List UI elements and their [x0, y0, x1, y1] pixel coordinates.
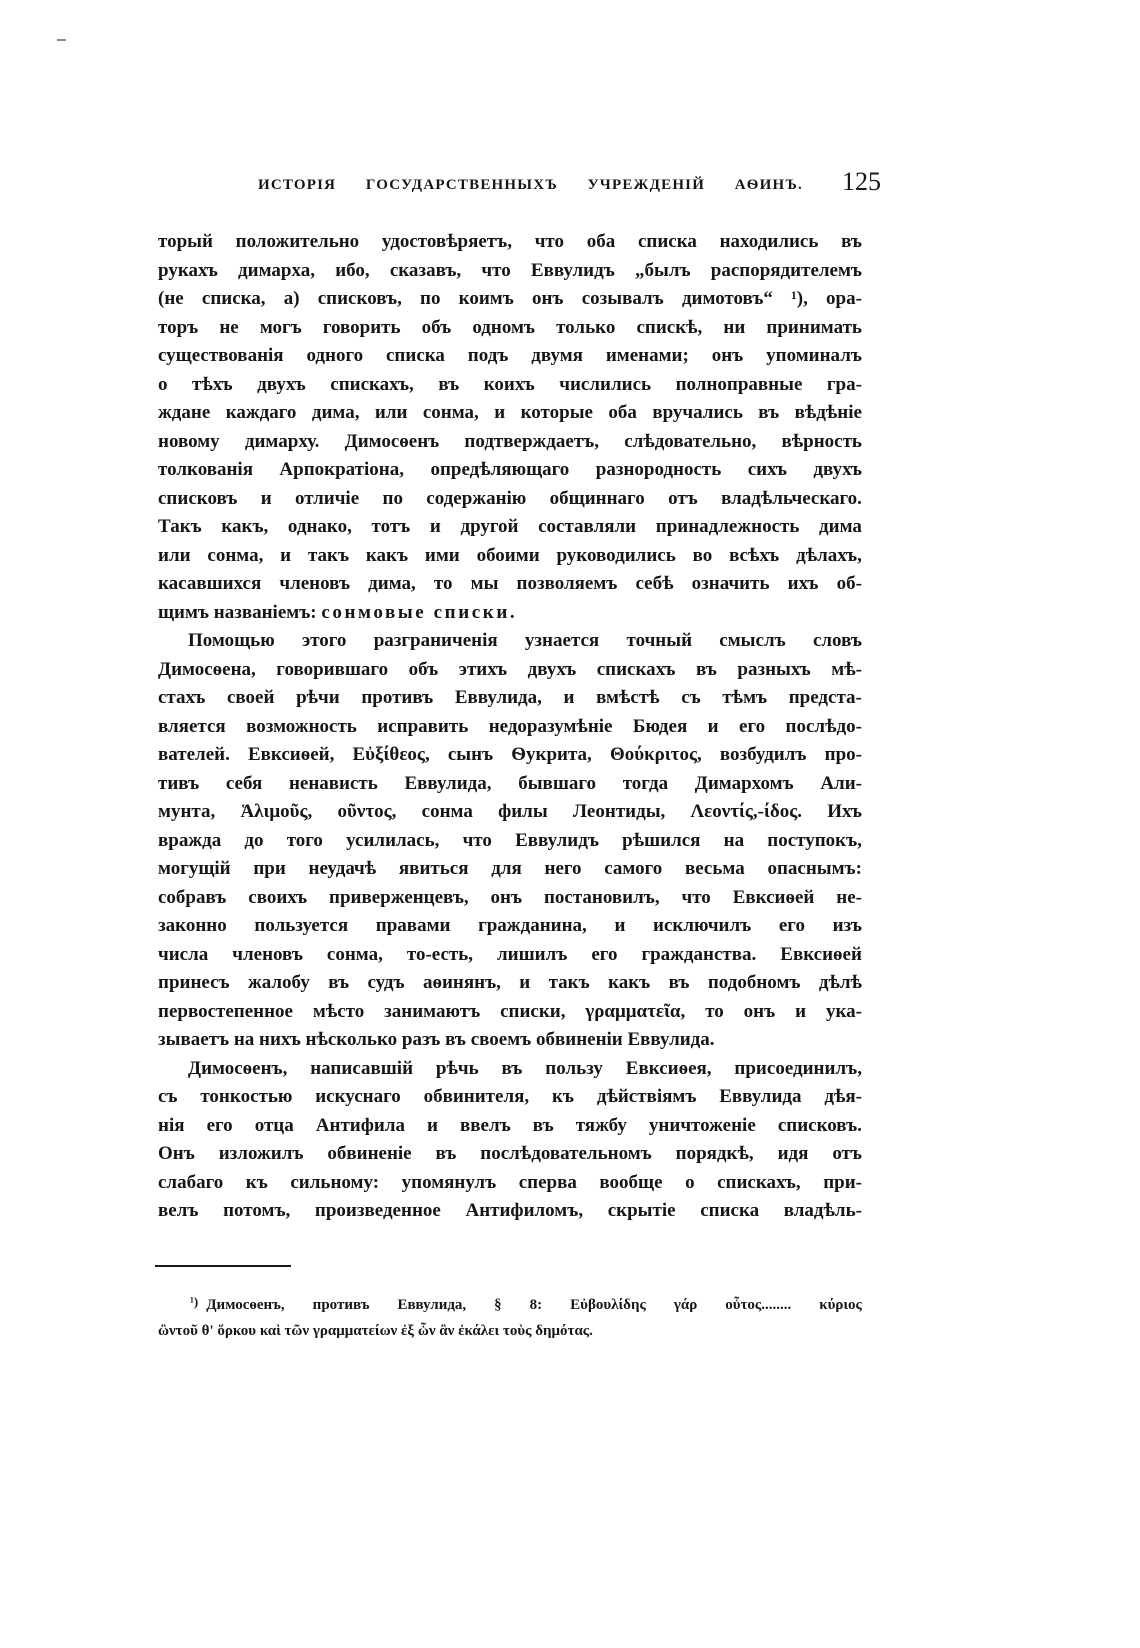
text-line-indented: Помощью этого разграниченія узнается точный смыслъ словъ: [188, 630, 862, 651]
text-line: числа членовъ сонма, то-есть, лишилъ его гражданства. Евксиѳей: [158, 943, 862, 965]
paragraph: [158, 1055, 862, 1226]
footnote-rule: [155, 1265, 291, 1267]
text-line: стахъ своей рѣчи противъ Еввулида, и вмѣстѣ съ тѣмъ предста-: [158, 687, 862, 708]
text-line-indented: Димосѳенъ, написавшій рѣчь въ пользу Евксиѳея, присоединилъ,: [188, 1057, 862, 1079]
scan-mark: [57, 39, 66, 41]
text-line: ждане каждаго дима, или сонма, и которые оба вручались въ вѣдѣніе: [158, 402, 862, 423]
text-line: нія его отца Антифила и ввелъ въ тяжбу уничтоженіе списковъ.: [158, 1114, 862, 1136]
text-line: принесъ жалобу въ судъ аѳинянъ, и такъ какъ въ подобномъ дѣлѣ: [158, 972, 862, 993]
text-line: списковъ и отличіе по содержанію общиннаго отъ владѣльческаго.: [158, 487, 862, 509]
text-line: собравъ своихъ приверженцевъ, онъ постановилъ, что Евксиѳей не-: [158, 886, 862, 908]
text-line: мунта, Ἁλιμοῦς, οῦντος, сонма филы Леонтиды, Λεοντίς,-ίδος. Ихъ: [158, 801, 862, 822]
text-line: касавшихся членовъ дима, то мы позволяемъ себѣ означить ихъ об-: [158, 573, 862, 594]
text-line: Такъ какъ, однако, тотъ и другой составляли принадлежность дима: [158, 516, 862, 537]
text-line: вражда до того усилилась, что Еввулидъ рѣшился на поступокъ,: [158, 829, 862, 851]
text-line: первостепенное мѣсто занимаютъ списки, γραμματεῖα, то онъ и ука-: [158, 1000, 862, 1022]
page-number: 125: [842, 167, 881, 196]
text-line: торый положительно удостовѣряетъ, что оба списка находились въ: [158, 231, 862, 252]
text-line-last: зываетъ на нихъ нѣсколько разъ въ своемъ обвиненіи Еввулида.: [158, 1029, 715, 1050]
footnote-line: ὢντοῦ θ' ὅρκου καὶ τῶν γραμματείων ἐξ ὧν ἂν ἐκάλει τοὺς δημότας.: [158, 1323, 593, 1339]
footnote-line: [190, 1292, 862, 1318]
text-line-last: [158, 599, 862, 628]
text-line: торъ не могъ говорить объ одномъ только спискѣ, ни принимать: [158, 316, 862, 338]
footnote-marker: ¹): [190, 1294, 199, 1309]
text-line: слабаго къ сильному: упомянулъ сперва вообще о спискахъ, при-: [158, 1171, 862, 1193]
text-line: (не списка, а) списковъ, по коимъ онъ созывалъ димотовъ“ ¹), ора-: [158, 288, 862, 309]
text-line: могущій при неудачѣ явиться для него самого весьма опаснымъ:: [158, 858, 862, 879]
text-line: о тѣхъ двухъ спискахъ, въ коихъ числились полноправные гра-: [158, 373, 862, 395]
text-line: вателей. Евксиѳей, Εὐξίθεος, сынъ Ѳукрита, Θούκριτος, возбудилъ про-: [158, 744, 862, 765]
text-line: Димосѳена, говорившаго объ этихъ двухъ спискахъ въ разныхъ мѣ-: [158, 658, 862, 680]
body-text: [158, 228, 862, 1226]
text-fragment: щимъ названіемъ:: [158, 601, 317, 623]
text-line: новому димарху. Димосѳенъ подтверждаетъ, слѣдовательно, вѣрность: [158, 430, 862, 452]
text-line: существованія одного списка подъ двумя именами; онъ упоминалъ: [158, 345, 862, 366]
footnote-text: Димосѳенъ, противъ Еввулида, § 8: Εὐβουλίδης γάρ οὗτος........ κύριος: [206, 1297, 862, 1313]
text-line: вляется возможность исправить недоразумѣніе Бюдея и его послѣдо-: [158, 715, 862, 737]
paragraph: [158, 627, 862, 1055]
text-line: законно пользуется правами гражданина, и исключилъ его изъ: [158, 915, 862, 936]
paragraph: [158, 228, 862, 627]
text-line: толкованія Арпократіона, опредѣляющаго разнородность сихъ двухъ: [158, 459, 862, 480]
text-line: рукахъ димарха, ибо, сказавъ, что Еввулидъ „былъ распорядителемъ: [158, 259, 862, 281]
text-line: или сонма, и такъ какъ ими обоими руководились во всѣхъ дѣлахъ,: [158, 544, 862, 566]
text-line: Онъ изложилъ обвиненіе въ послѣдовательномъ порядкѣ, идя отъ: [158, 1143, 862, 1164]
text-line: велъ потомъ, произведенное Антифиломъ, скрытіе списка владѣль-: [158, 1200, 862, 1221]
spaced-emphasis: сонмовые списки.: [321, 601, 518, 623]
text-line: съ тонкостью искуснаго обвинителя, къ дѣйствіямъ Еввулида дѣя-: [158, 1086, 862, 1107]
footnote: [158, 1292, 862, 1344]
running-head: ИСТОРІЯ ГОСУДАРСТВЕННЫХЪ УЧРЕЖДЕНІЙ АѲИНЪ.: [258, 177, 803, 193]
text-line: тивъ себя ненависть Еввулида, бывшаго тогда Димархомъ Али-: [158, 772, 862, 794]
